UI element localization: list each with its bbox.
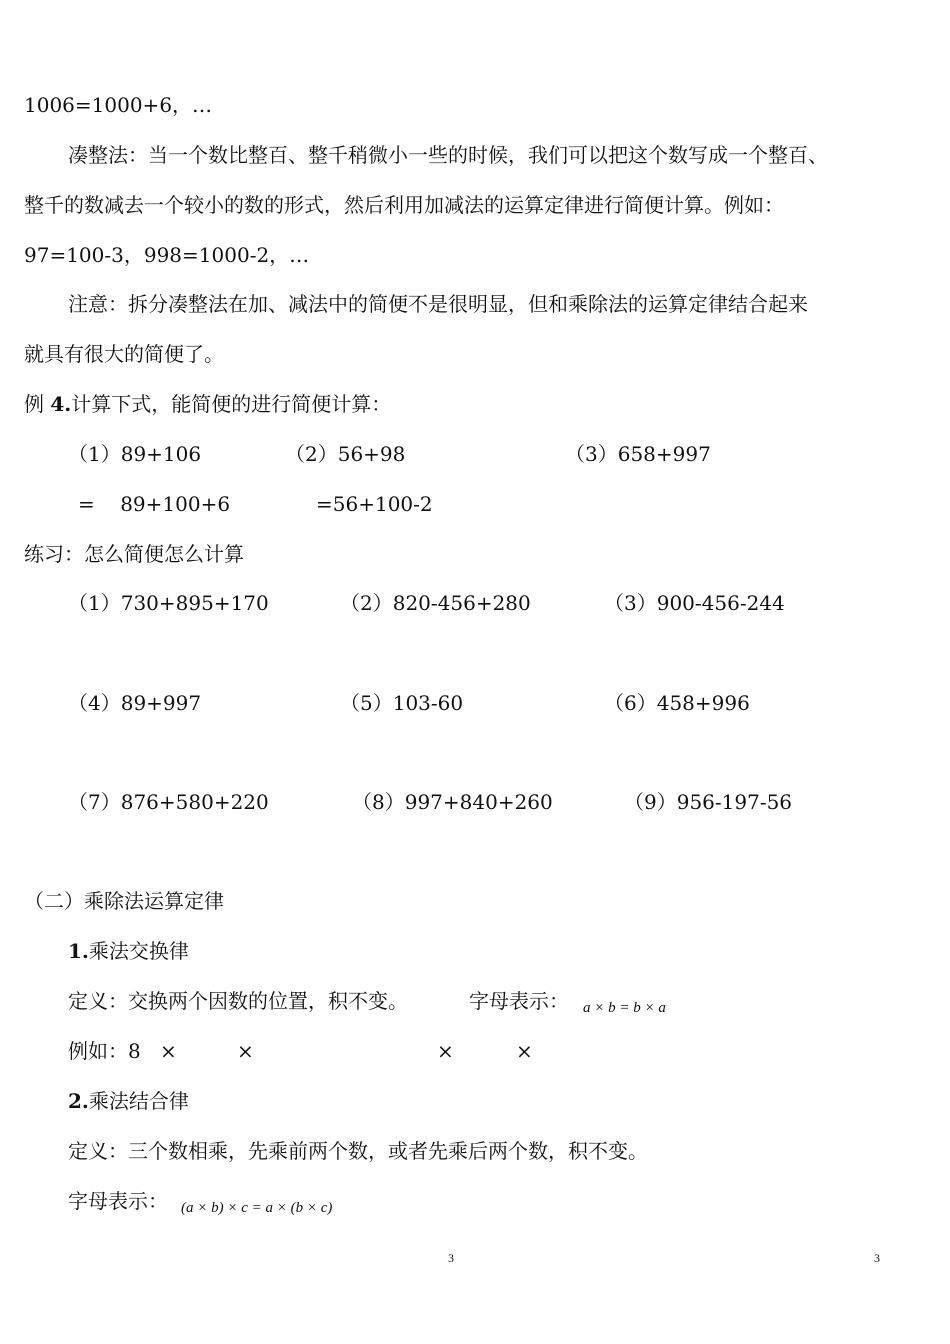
law-name: 乘法交换律 <box>88 939 189 963</box>
practice-item: （7）876+580+220 <box>68 790 269 814</box>
example-item: （2）56+98 <box>285 442 406 466</box>
text-line: 1006=1000+6，… <box>24 93 213 117</box>
practice-item: （1）730+895+170 <box>68 591 269 615</box>
example-item: （3）658+997 <box>565 442 711 466</box>
example-step: = 89+100+6 <box>78 492 231 516</box>
section-title: （二）乘除法运算定律 <box>24 889 224 913</box>
times-symbol: × <box>437 1039 454 1063</box>
formula: (a × b) × c = a × (b × c) <box>181 1200 333 1216</box>
formula: a × b = b × a <box>583 1000 666 1016</box>
text-line: 整千的数减去一个较小的数的形式，然后利用加减法的运算定律进行简便计算。例如： <box>24 193 784 217</box>
text-line: 97=100-3，998=1000-2，… <box>24 243 310 267</box>
law-heading <box>68 939 189 963</box>
practice-item: （5）103-60 <box>340 691 464 715</box>
text-line: 注意：拆分凑整法在加、减法中的简便不是很明显，但和乘除法的运算定律结合起来 <box>68 292 808 316</box>
example-number: 4. <box>50 392 72 416</box>
law-number: 1. <box>68 939 89 963</box>
times-symbol: × <box>516 1039 533 1063</box>
example-text: 计算下式，能简便的进行简便计算： <box>71 392 392 416</box>
practice-item: （9）956-197-56 <box>624 790 793 814</box>
law-definition: 定义：交换两个因数的位置，积不变。 <box>68 989 408 1013</box>
practice-title: 练习：怎么简便怎么计算 <box>24 542 244 566</box>
text-line: 凑整法：当一个数比整百、整千稍微小一些的时候，我们可以把这个数写成一个整百、 <box>68 143 828 167</box>
times-symbol: × <box>160 1039 177 1063</box>
example-label: 例如：8 <box>68 1039 148 1063</box>
example-prefix: 例 <box>24 392 51 416</box>
page-number: 3 <box>874 1251 880 1265</box>
example-heading <box>24 392 391 416</box>
letter-label: 字母表示： <box>68 1189 168 1213</box>
letter-label: 字母表示： <box>469 989 569 1013</box>
law-definition: 定义：三个数相乘，先乘前两个数，或者先乘后两个数，积不变。 <box>68 1139 648 1163</box>
example-item: （1）89+106 <box>68 442 202 466</box>
text-line: 就具有很大的简便了。 <box>24 342 224 366</box>
example-step: =56+100-2 <box>316 492 433 516</box>
practice-item: （3）900-456-244 <box>604 591 785 615</box>
practice-item: （8）997+840+260 <box>352 790 553 814</box>
practice-item: （6）458+996 <box>604 691 750 715</box>
law-number: 2. <box>68 1089 89 1113</box>
practice-item: （4）89+997 <box>68 691 202 715</box>
law-name: 乘法结合律 <box>88 1089 189 1113</box>
times-symbol: × <box>237 1039 254 1063</box>
practice-item: （2）820-456+280 <box>340 591 531 615</box>
page-number: 3 <box>448 1251 454 1265</box>
law-heading <box>68 1089 189 1113</box>
